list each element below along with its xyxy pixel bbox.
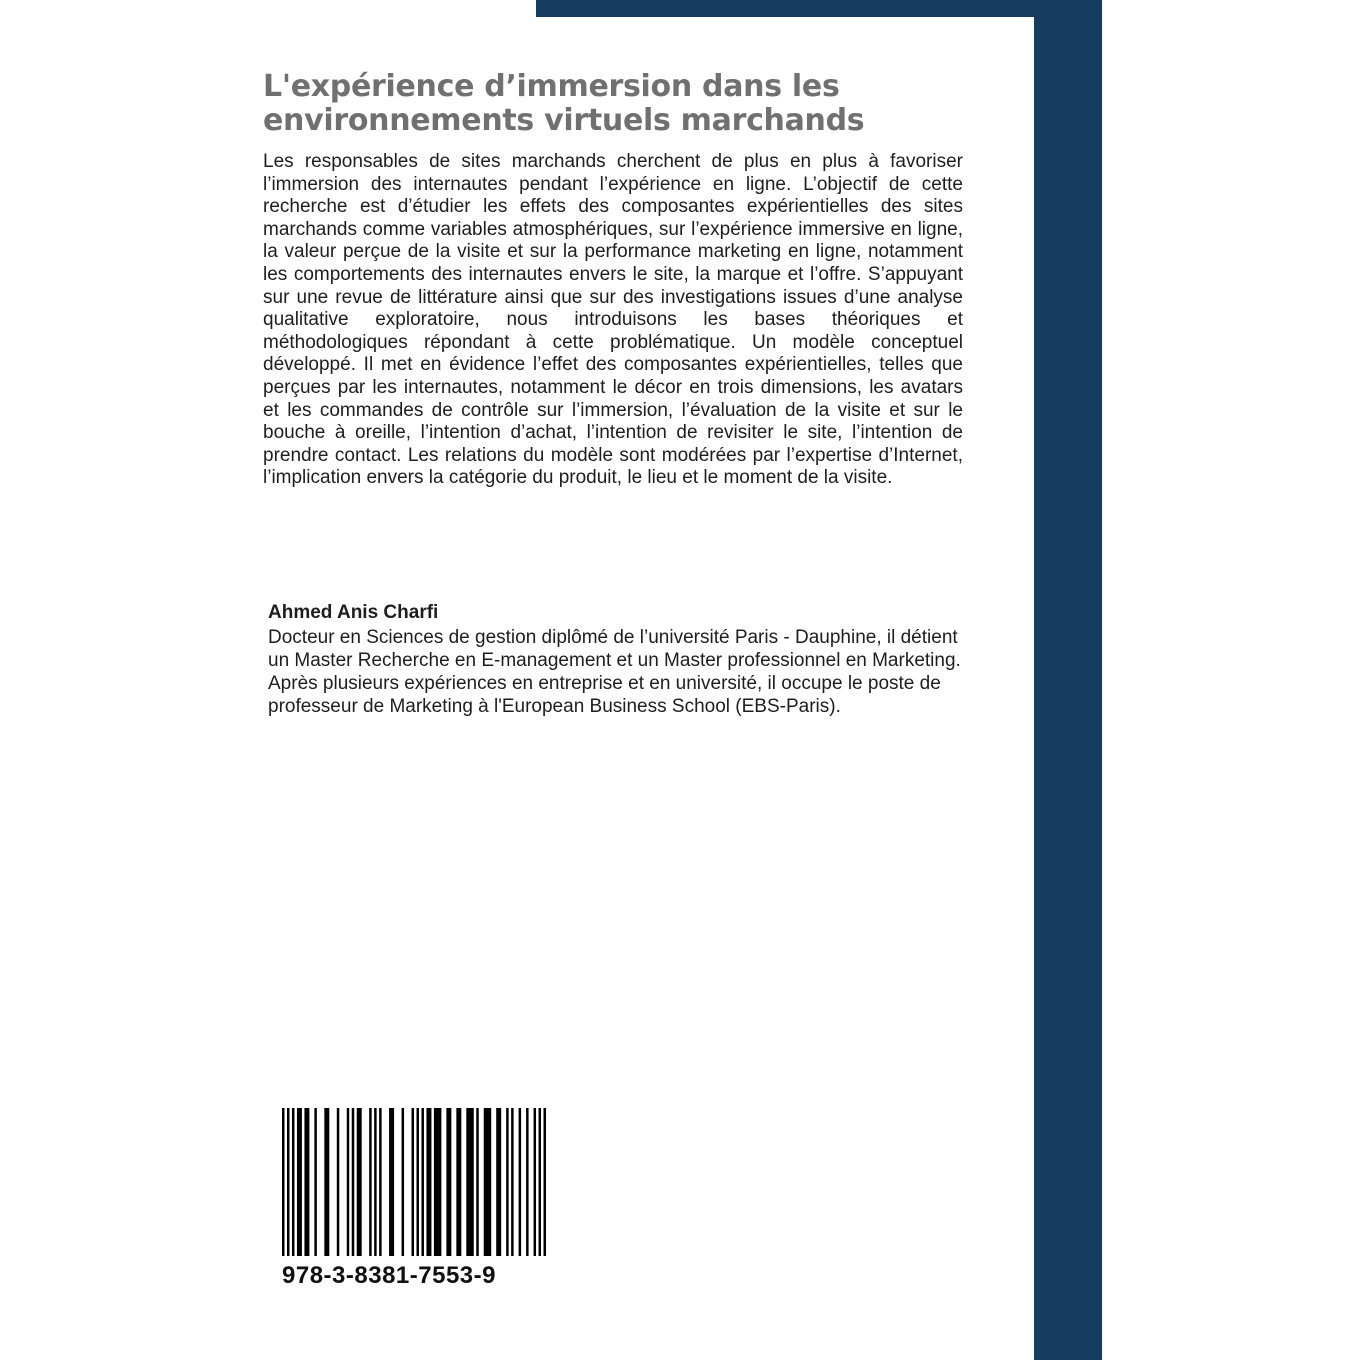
book-title: L'expérience d’immersion dans les environnements virtuels marchands [263,69,865,138]
book-summary: Les responsables de sites marchands cherchent de plus en plus à favoriser l’immersion des internautes pendant l’expérience en ligne. L’objectif de cette recherche est d’étudier les effets des composantes expérientielles des sites marchands comme variables atmosphériques, sur l’expérience immersive en ligne, la valeur perçue de la visite et sur la performance marketing en ligne, notamment les comportements des internautes envers le site, la marque et l’offre. S’appuyant sur une revue de littérature ainsi que sur des investigations issues d’une analyse qualitative exploratoire, nous introduisons les bases théoriques et méthodologiques répondant à cette problématique. Un modèle conceptuel développé. Il met en évidence l’effet des composantes expérientielles, telles que perçues par les internautes, notamment le décor en trois dimensions, les avatars et les commandes de contrôle sur l’immersion, l’évaluation de la visite et sur le bouche à oreille, l’intention d’achat, l’intention de revisiter le site, l’intention de prendre contact. Les relations du modèle sont modérées par l’expertise d’Internet, l’implication envers la catégorie du produit, le lieu et le moment de la visite. [263,151,963,489]
isbn-number: 978-3-8381-7553-9 [282,1262,496,1289]
cover-spine-band [1034,0,1102,1360]
barcode-graphic [282,1108,546,1256]
cover-top-band [536,0,1102,17]
author-name: Ahmed Anis Charfi [268,602,439,623]
author-bio: Docteur en Sciences de gestion diplômé de l’université Paris - Dauphine, il détient un Master Recherche en E-management et un Master professionnel en Marketing. Après plusieurs expériences en entreprise et en université, il occupe le poste de professeur de Marketing à l'European Business School (EBS-Paris). [268,627,961,717]
isbn-barcode [282,1108,546,1256]
